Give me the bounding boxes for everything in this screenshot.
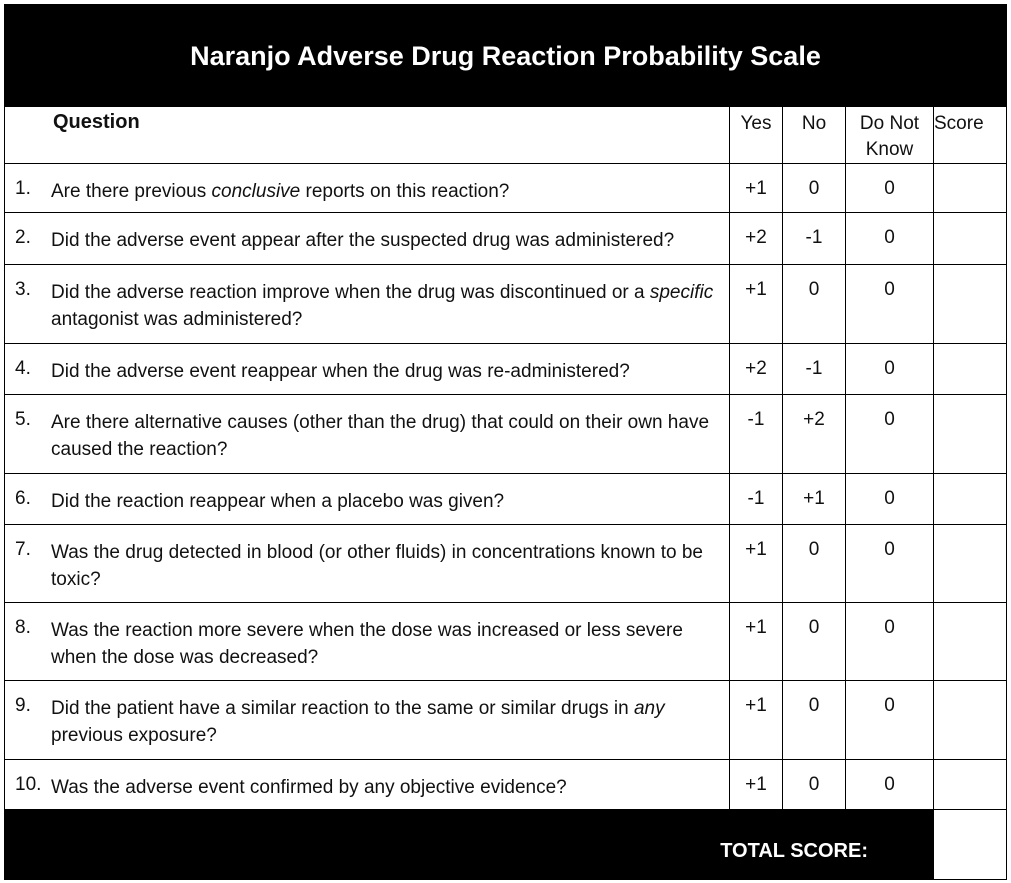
question-column-header: [5, 107, 730, 163]
question-cell: [5, 525, 730, 602]
question-text: [51, 539, 721, 593]
score-entry-field[interactable]: [934, 344, 1006, 394]
no-value: +2: [803, 409, 825, 430]
do-not-know-value-cell[interactable]: [846, 474, 934, 524]
no-value-cell[interactable]: [783, 760, 846, 809]
question-row: [5, 525, 1006, 603]
question-text: [51, 617, 721, 671]
yes-value-cell[interactable]: [730, 213, 783, 264]
question-cell: [5, 760, 730, 809]
question-text-part: Was the drug detected in blood (or other fluids) in concentrations known to be toxic?: [51, 542, 704, 590]
score-entry-field[interactable]: [934, 681, 1006, 759]
question-cell: [5, 603, 730, 680]
question-row: [5, 344, 1006, 395]
question-number: 7.: [15, 539, 31, 560]
total-score-label: TOTAL SCORE:: [720, 840, 868, 862]
question-text-part: Did the adverse event appear after the suspected drug was administered?: [51, 230, 675, 251]
score-entry-field[interactable]: [934, 213, 1006, 264]
question-emphasis: conclusive: [211, 181, 301, 202]
question-row: [5, 213, 1006, 265]
do-not-know-column-header: [846, 107, 934, 163]
yes-value-cell[interactable]: [730, 525, 783, 602]
question-text: [51, 488, 721, 515]
question-cell: [5, 395, 730, 473]
no-value: +1: [803, 488, 825, 509]
question-row: [5, 474, 1006, 525]
score-entry-field[interactable]: [934, 474, 1006, 524]
question-cell: [5, 213, 730, 264]
no-value-cell[interactable]: [783, 525, 846, 602]
dnk-header-line2: Know: [865, 139, 914, 160]
question-number: 4.: [15, 358, 31, 379]
question-number: 9.: [15, 695, 31, 716]
do-not-know-value: 0: [884, 358, 895, 379]
question-text: [51, 358, 721, 385]
no-value: 0: [808, 539, 820, 560]
question-row: [5, 395, 1006, 474]
no-value-cell[interactable]: [783, 603, 846, 680]
do-not-know-value-cell[interactable]: [846, 395, 934, 473]
score-column-header: Score: [934, 113, 984, 134]
do-not-know-value: 0: [884, 774, 895, 795]
question-text-part: antagonist was administered?: [51, 309, 303, 330]
question-number: 8.: [15, 617, 31, 638]
yes-value: +1: [745, 178, 767, 199]
do-not-know-value-cell[interactable]: [846, 603, 934, 680]
question-text-part: reports on this reaction?: [300, 181, 510, 202]
question-text: [51, 774, 721, 801]
question-number: 5.: [15, 409, 31, 430]
no-value-cell[interactable]: [783, 344, 846, 394]
no-value-cell[interactable]: [783, 474, 846, 524]
question-text-part: Did the patient have a similar reaction to the same or similar drugs in: [51, 698, 634, 719]
no-value: 0: [808, 279, 820, 300]
yes-value: +2: [745, 358, 767, 379]
question-header-label: Question: [53, 111, 140, 133]
score-entry-field[interactable]: [934, 603, 1006, 680]
question-number: 3.: [15, 279, 31, 300]
do-not-know-value-cell[interactable]: [846, 265, 934, 343]
yes-value: +1: [745, 279, 767, 300]
yes-value-cell[interactable]: [730, 681, 783, 759]
column-header-row: [5, 107, 1006, 164]
question-cell: [5, 265, 730, 343]
total-score-field[interactable]: [934, 810, 1006, 879]
question-row: [5, 760, 1006, 810]
yes-value-cell[interactable]: [730, 265, 783, 343]
do-not-know-value-cell[interactable]: [846, 213, 934, 264]
yes-value: -1: [747, 409, 765, 430]
question-text: [51, 695, 721, 749]
no-value: -1: [805, 227, 823, 248]
yes-value: -1: [747, 488, 765, 509]
yes-value: +1: [745, 774, 767, 795]
question-row: [5, 265, 1006, 344]
question-row: [5, 164, 1006, 213]
score-entry-field[interactable]: [934, 164, 1006, 212]
yes-value: +1: [745, 539, 767, 560]
score-entry-field[interactable]: [934, 760, 1006, 809]
no-value-cell[interactable]: [783, 395, 846, 473]
yes-value: +1: [745, 695, 767, 716]
do-not-know-value: 0: [884, 488, 895, 509]
question-text-part: Did the adverse reaction improve when the drug was discontinued or a: [51, 282, 650, 303]
no-value-cell[interactable]: [783, 265, 846, 343]
no-value: 0: [808, 617, 820, 638]
question-text: [51, 409, 721, 463]
question-cell: [5, 474, 730, 524]
no-value-cell[interactable]: [783, 164, 846, 212]
question-text-part: Did the adverse event reappear when the drug was re-administered?: [51, 361, 630, 382]
dnk-header-line1: Do Not: [859, 113, 920, 134]
do-not-know-value-cell[interactable]: [846, 164, 934, 212]
no-value: 0: [808, 695, 820, 716]
do-not-know-value: 0: [884, 409, 895, 430]
question-text: [51, 279, 721, 333]
question-emphasis: specific: [649, 282, 714, 303]
no-value-cell[interactable]: [783, 681, 846, 759]
yes-value-cell[interactable]: [730, 603, 783, 680]
total-score-band: [5, 810, 934, 879]
question-text-part: Are there alternative causes (other than the drug) that could on their own have caused the reaction?: [51, 412, 710, 460]
question-text: [51, 178, 721, 205]
do-not-know-value: 0: [884, 227, 895, 248]
no-column-header: No: [783, 107, 846, 163]
question-cell: [5, 681, 730, 759]
do-not-know-value: 0: [884, 279, 895, 300]
form-title: Naranjo Adverse Drug Reaction Probability Scale: [5, 5, 1006, 107]
do-not-know-value: 0: [884, 695, 895, 716]
total-score-row: [5, 810, 1006, 879]
no-value: 0: [808, 178, 820, 199]
do-not-know-value-cell[interactable]: [846, 344, 934, 394]
yes-value-cell[interactable]: [730, 760, 783, 809]
do-not-know-value-cell[interactable]: [846, 525, 934, 602]
score-entry-field[interactable]: [934, 395, 1006, 473]
question-text-part: previous exposure?: [51, 725, 217, 746]
yes-value-cell[interactable]: [730, 164, 783, 212]
do-not-know-value-cell[interactable]: [846, 681, 934, 759]
question-row: [5, 603, 1006, 681]
do-not-know-value-cell[interactable]: [846, 760, 934, 809]
yes-value-cell[interactable]: [730, 344, 783, 394]
question-text-part: Was the reaction more severe when the dose was increased or less severe when the dose was decreased?: [51, 620, 683, 668]
question-number: 1.: [15, 178, 31, 199]
yes-value-cell[interactable]: [730, 395, 783, 473]
do-not-know-value: 0: [884, 178, 895, 199]
yes-value: +1: [745, 617, 767, 638]
no-value: -1: [805, 358, 823, 379]
question-cell: [5, 164, 730, 212]
question-text: [51, 227, 721, 254]
do-not-know-value: 0: [884, 617, 895, 638]
question-text-part: Was the adverse event confirmed by any objective evidence?: [51, 777, 567, 798]
score-entry-field[interactable]: [934, 265, 1006, 343]
yes-value-cell[interactable]: [730, 474, 783, 524]
question-emphasis: any: [633, 698, 665, 719]
question-number: 2.: [15, 227, 31, 248]
yes-column-header: Yes: [730, 107, 783, 163]
question-cell: [5, 344, 730, 394]
no-value-cell[interactable]: [783, 213, 846, 264]
question-text-part: Are there previous: [51, 181, 212, 202]
score-entry-field[interactable]: [934, 525, 1006, 602]
no-value: 0: [808, 774, 820, 795]
question-number: 10.: [15, 774, 42, 795]
do-not-know-value: 0: [884, 539, 895, 560]
question-text-part: Did the reaction reappear when a placebo was given?: [51, 491, 505, 512]
question-row: [5, 681, 1006, 760]
yes-value: +2: [745, 227, 767, 248]
naranjo-scale-form: [4, 4, 1007, 880]
question-number: 6.: [15, 488, 31, 509]
